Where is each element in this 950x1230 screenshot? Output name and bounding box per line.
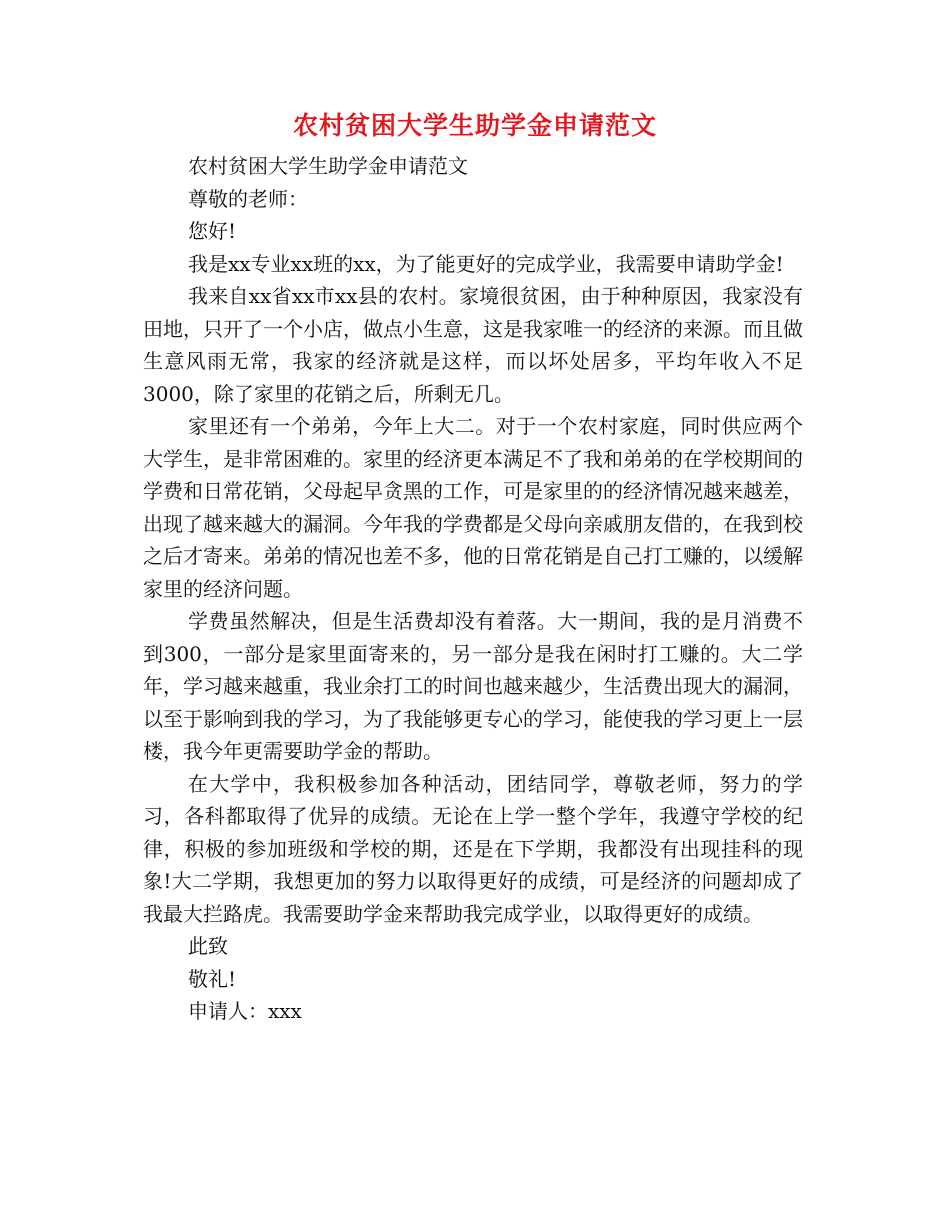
greeting: 您好! — [188, 219, 237, 243]
paragraph: 我是xx专业xx班的xx，为了能更好的完成学业，我需要申请助学金! — [188, 251, 784, 276]
document-title: 农村贫困大学生助学金申请范文 — [292, 111, 657, 140]
closing: 此致 — [188, 934, 228, 958]
paragraph: 家里还有一个弟弟，今年上大二。对于一个农村家庭，同时供应两个大学生，是非常困难的。家里的经济更本满足不了我和弟弟的在学校期间的学费和日常花销，父母起早贪黑的工作，可是家里的的经济情况越来越差，出现了越来越大的漏洞。今年我的学费都是父母向亲戚朋友借的，在我到校之后才寄来。弟弟的情况也差不多，他的日常花销是自己打工赚的，以缓解家里的经济问题。 — [143, 414, 803, 601]
document-body — [143, 150, 803, 1028]
doc-subtitle: 农村贫困大学生助学金申请范文 — [188, 154, 468, 178]
salutation: 尊敬的老师： — [188, 186, 308, 211]
paragraph: 在大学中，我积极参加各种活动，团结同学，尊敬老师，努力的学习，各科都取得了优异的成绩。无论在上学一整个学年，我遵守学校的纪律，积极的参加班级和学校的期，还是在下学期，我都没有出现挂科的现象!大二学期，我想更加的努力以取得更好的成绩，可是经济的问题却成了我最大拦路虎。我需要助学金来帮助我完成学业，以取得更好的成绩。 — [143, 771, 803, 926]
closing-regards: 敬礼! — [188, 966, 237, 991]
signature-line: 申请人：xxx — [188, 999, 302, 1023]
paragraph: 我来自xx省xx市xx县的农村。家境很贫困，由于种种原因，我家没有田地，只开了一个小店，做点小生意，这是我家唯一的经济的来源。而且做生意风雨无常，我家的经济就是这样，而以坏处居多，平均年收入不足3000，除了家里的花销之后，所剩无几。 — [143, 284, 803, 406]
paragraph: 学费虽然解决，但是生活费却没有着落。大一期间，我的是月消费不到300，一部分是家里面寄来的，另一部分是我在闲时打工赚的。大二学年，学习越来越重，我业余打工的时间也越来越少，生活费出现大的漏洞，以至于影响到我的学习，为了我能够更专心的学习，能使我的学习更上一层楼，我今年更需要助学金的帮助。 — [143, 609, 803, 763]
